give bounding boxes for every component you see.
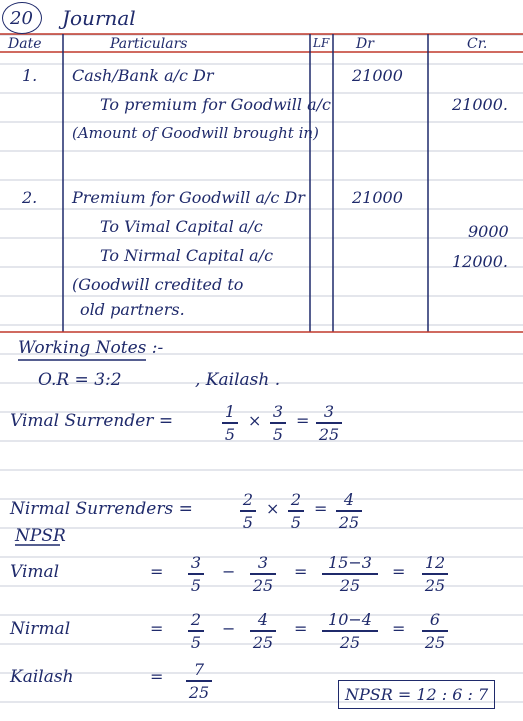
new-partner: , Kailash . bbox=[195, 370, 281, 390]
npsr-nirmal-eq2: = bbox=[392, 619, 406, 638]
entry-2-line-5: old partners. bbox=[80, 300, 185, 319]
vimal-result: 3 25 bbox=[316, 402, 342, 444]
nirmal-times: × bbox=[266, 499, 280, 518]
npsr-vimal-f1: 3 5 bbox=[188, 553, 204, 595]
entry-1-date: 1. bbox=[22, 66, 38, 85]
entry-2-dr: 21000 bbox=[352, 188, 403, 207]
nirmal-surrender-label: Nirmal Surrenders = bbox=[10, 499, 193, 519]
entry-1-line-3: (Amount of Goodwill brought in) bbox=[72, 124, 319, 142]
npsr-nirmal-eq1: = bbox=[294, 619, 308, 638]
entry-1-line-1: Cash/Bank a/c Dr bbox=[72, 66, 214, 85]
nirmal-eq: = bbox=[314, 499, 328, 518]
col-lf: LF bbox=[313, 36, 330, 50]
npsr-nirmal-f1: 2 5 bbox=[188, 610, 204, 652]
entry-2-date: 2. bbox=[22, 188, 38, 207]
entry-1-cr: 21000. bbox=[452, 95, 508, 114]
npsr-vimal-eq0: = bbox=[150, 562, 164, 581]
col-particulars: Particulars bbox=[110, 36, 188, 52]
npsr-result-box: NPSR = 12 : 6 : 7 bbox=[338, 680, 495, 709]
npsr-vimal-f3: 15−3 25 bbox=[322, 553, 378, 595]
npsr-vimal-minus: − bbox=[222, 562, 236, 581]
col-dr: Dr bbox=[356, 36, 374, 52]
entry-2-cr-1: 9000 bbox=[468, 222, 509, 241]
entry-2-line-1: Premium for Goodwill a/c Dr bbox=[72, 188, 305, 207]
npsr-vimal-f4: 12 25 bbox=[422, 553, 448, 595]
vimal-frac-1: 1 5 bbox=[222, 402, 238, 444]
entry-1-line-2: To premium for Goodwill a/c bbox=[100, 95, 331, 114]
npsr-vimal-name: Vimal bbox=[10, 562, 60, 582]
npsr-vimal-eq1: = bbox=[294, 562, 308, 581]
npsr-vimal-f2: 3 25 bbox=[250, 553, 276, 595]
npsr-nirmal-f2: 4 25 bbox=[250, 610, 276, 652]
npsr-nirmal-minus: − bbox=[222, 619, 236, 638]
npsr-kailash-name: Kailash bbox=[10, 667, 74, 687]
npsr-nirmal-f3: 10−4 25 bbox=[322, 610, 378, 652]
vimal-eq: = bbox=[296, 411, 310, 430]
npsr-kailash-f1: 7 25 bbox=[186, 660, 212, 702]
npsr-nirmal-name: Nirmal bbox=[10, 619, 71, 639]
col-date: Date bbox=[8, 36, 42, 52]
entry-2-line-3: To Nirmal Capital a/c bbox=[100, 246, 274, 265]
npsr-heading: NPSR bbox=[15, 526, 66, 546]
entry-1-dr: 21000 bbox=[352, 66, 403, 85]
nirmal-frac-1: 2 5 bbox=[240, 490, 256, 532]
nirmal-frac-2: 2 5 bbox=[288, 490, 304, 532]
npsr-kailash-eq0: = bbox=[150, 667, 164, 686]
working-notes-heading: Working Notes :- bbox=[18, 338, 164, 358]
entry-2-line-2: To Vimal Capital a/c bbox=[100, 217, 263, 236]
question-number: 20 bbox=[10, 8, 33, 29]
entry-2-line-4: (Goodwill credited to bbox=[72, 275, 244, 294]
vimal-surrender-label: Vimal Surrender = bbox=[10, 411, 174, 431]
old-ratio: O.R = 3:2 bbox=[38, 370, 122, 390]
npsr-nirmal-eq0: = bbox=[150, 619, 164, 638]
vimal-frac-2: 3 5 bbox=[270, 402, 286, 444]
vimal-times: × bbox=[248, 411, 262, 430]
entry-2-cr-2: 12000. bbox=[452, 252, 508, 271]
col-cr: Cr. bbox=[467, 36, 488, 52]
npsr-vimal-eq2: = bbox=[392, 562, 406, 581]
npsr-nirmal-f4: 6 25 bbox=[422, 610, 448, 652]
journal-title: Journal bbox=[62, 6, 136, 30]
nirmal-result: 4 25 bbox=[336, 490, 362, 532]
